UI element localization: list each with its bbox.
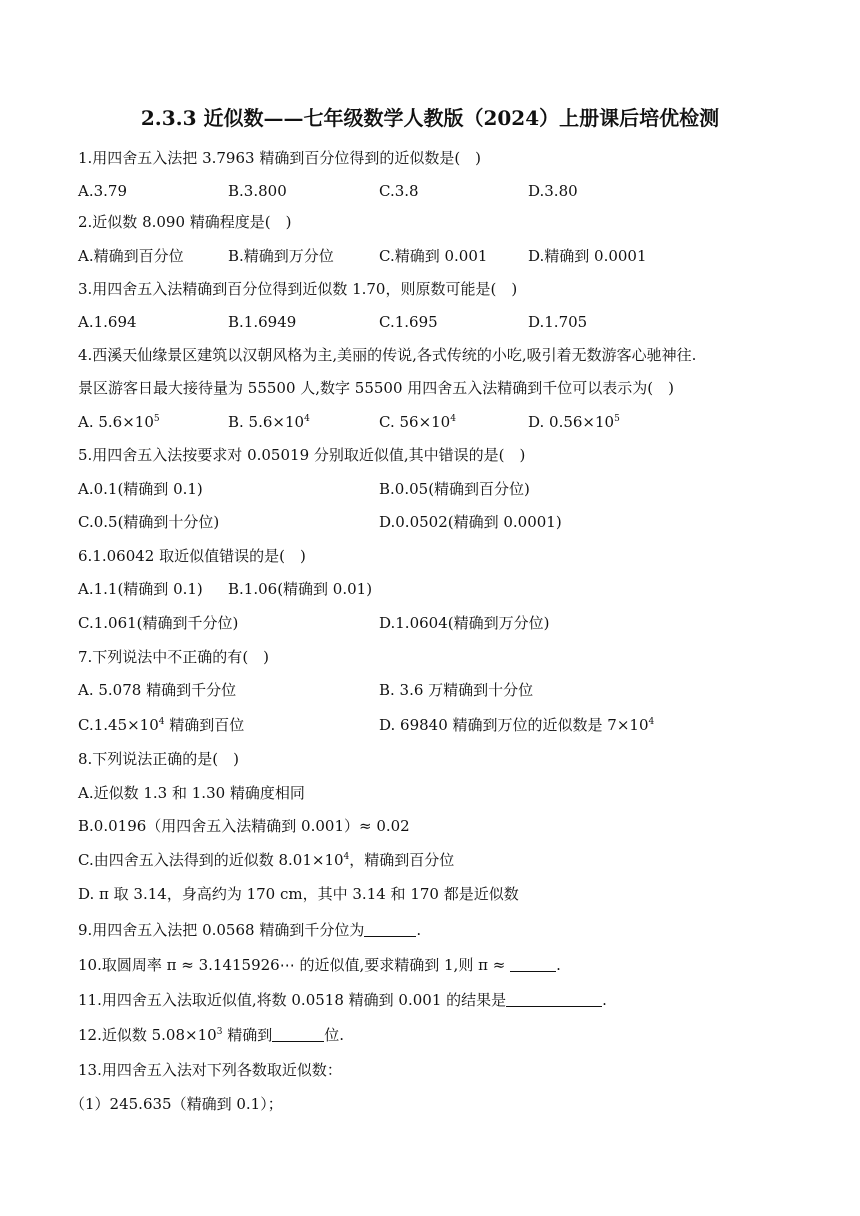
question-3-option-d: D.1.705 — [528, 313, 588, 331]
question-5-option-b: B.0.05(精确到百分位) — [379, 480, 530, 498]
question-7-option-d: D. 69840 精确到万位的近似数是 $7\times 10^4$ — [379, 716, 655, 734]
question-6-option-a: A.1.1(精确到 0.1) — [78, 580, 203, 598]
question-4-stem-line-1: 4.西溪天仙缘景区建筑以汉朝风格为主,美丽的传说,各式传统的小吃,吸引着无数游客心驰神往. — [78, 346, 697, 364]
question-2-option-b: B.精确到万分位 — [228, 247, 334, 265]
question-6-option-d: D.1.0604(精确到万分位) — [379, 614, 550, 632]
question-5-stem: 5.用四舍五入法按要求对 0.05019 分别取近似值,其中错误的是( ) — [78, 446, 526, 464]
question-7-option-b: B. 3.6 万精确到十分位 — [379, 681, 534, 699]
question-4-option-c: C. $56\times 10^4$ — [379, 413, 456, 431]
answer-blank[interactable] — [364, 921, 416, 937]
question-13-stem: 13.用四舍五入法对下列各数取近似数： — [78, 1061, 342, 1079]
question-12: 12.近似数 $5.08\times 10^3$ 精确到 位. — [78, 1026, 344, 1044]
question-3-option-b: B.1.6949 — [228, 313, 297, 331]
question-1-stem: 1.用四舍五入法把 3.7963 精确到百分位得到的近似数是( ) — [78, 149, 482, 167]
question-8-option-a: A.近似数 1.3 和 1.30 精确度相同 — [78, 784, 305, 802]
question-1-option-a: A.3.79 — [78, 182, 127, 200]
question-3-option-c: C.1.695 — [379, 313, 438, 331]
answer-blank[interactable] — [272, 1026, 324, 1042]
question-1-option-c: C.3.8 — [379, 182, 419, 200]
question-7-stem: 7.下列说法中不正确的有( ) — [78, 648, 270, 666]
question-3-stem: 3.用四舍五入法精确到百分位得到近似数 1.70，则原数可能是( ) — [78, 280, 518, 298]
question-11: 11.用四舍五入法取近似值,将数 0.0518 精确到 0.001 的结果是 . — [78, 991, 607, 1009]
question-4-stem-line-2: 景区游客日最大接待量为 55500 人,数字 55500 用四舍五入法精确到千位可以表示为( ) — [78, 379, 674, 397]
question-4-option-a: A. $5.6\times 10^5$ — [78, 413, 160, 431]
question-2-stem: 2.近似数 8.090 精确程度是( ) — [78, 213, 292, 231]
question-1-option-d: D.3.80 — [528, 182, 578, 200]
question-3-option-a: A.1.694 — [78, 313, 137, 331]
question-8-stem: 8.下列说法正确的是( ) — [78, 750, 240, 768]
question-5-option-c: C.0.5(精确到十分位) — [78, 513, 220, 531]
question-2-option-a: A.精确到百分位 — [78, 247, 184, 265]
answer-blank[interactable] — [510, 956, 556, 972]
question-8-option-c: C.由四舍五入法得到的近似数 $8.01\times 10^4$，精确到百分位 — [78, 851, 455, 869]
question-2-option-d: D.精确到 0.0001 — [528, 247, 647, 265]
question-8-option-b: B.0.0196（用四舍五入法精确到 0.001）≈ 0.02 — [78, 817, 410, 835]
question-4-option-b: B. $5.6\times 10^4$ — [228, 413, 310, 431]
question-13-part-1: （1）245.635（精确到 0.1）； — [70, 1095, 283, 1113]
question-9: 9.用四舍五入法把 0.0568 精确到千分位为 . — [78, 921, 422, 939]
question-8-option-d: D. π 取 3.14，身高约为 170 cm，其中 3.14 和 170 都是近似数 — [78, 885, 519, 903]
question-6-stem: 6.1.06042 取近似值错误的是( ) — [78, 547, 306, 565]
question-5-option-d: D.0.0502(精确到 0.0001) — [379, 513, 562, 531]
question-4-option-d: D. $0.56\times 10^5$ — [528, 413, 620, 431]
question-6-option-c: C.1.061(精确到千分位) — [78, 614, 239, 632]
question-5-option-a: A.0.1(精确到 0.1) — [78, 480, 203, 498]
question-1-option-b: B.3.800 — [228, 182, 287, 200]
document-title: 2.3.3 近似数——七年级数学人教版（2024）上册课后培优检测 — [140, 106, 720, 130]
question-6-option-b: B.1.06(精确到 0.01) — [228, 580, 373, 598]
answer-blank[interactable] — [506, 991, 602, 1007]
question-2-option-c: C.精确到 0.001 — [379, 247, 488, 265]
question-10: 10.取圆周率 π ≈ 3.1415926⋯ 的近似值,要求精确到 1,则 π ≈ . — [78, 956, 561, 974]
question-7-option-a: A. 5.078 精确到千分位 — [78, 681, 237, 699]
question-7-option-c: $C.1.45\times 10^4$ 精确到百位 — [78, 716, 245, 734]
